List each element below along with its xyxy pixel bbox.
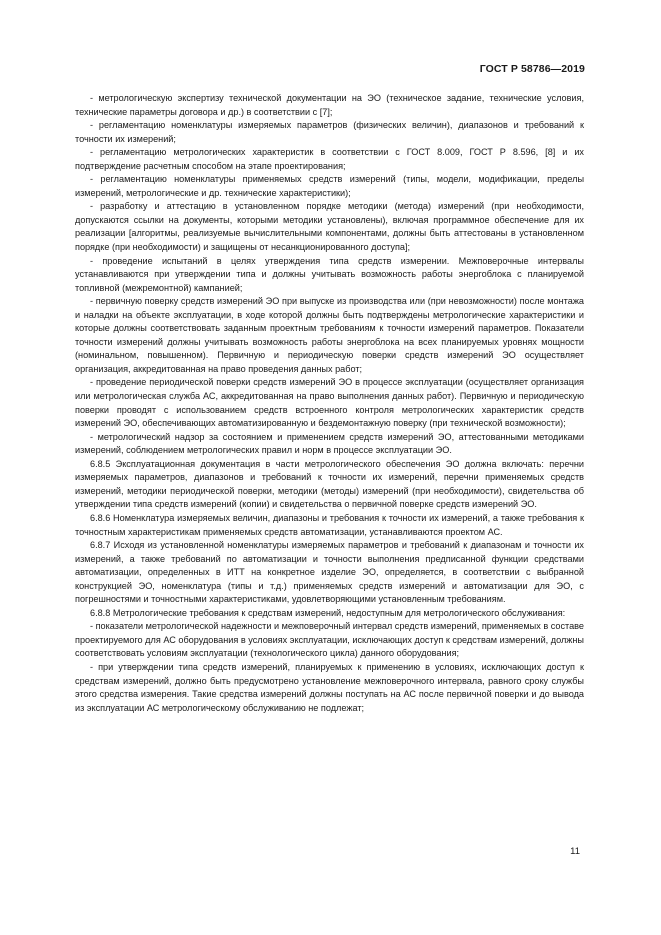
paragraph: - регламентацию номенклатуры применяемых средств измерений (типы, модели, модификации, пределы измерений, метрологические и др. технические характеристики); <box>75 174 584 198</box>
page-number: 11 <box>570 846 580 857</box>
paragraph: - метрологическую экспертизу технической документации на ЭО (техническое задание, технические условия, технические параметры договора и др.) в соответствии с [7]; <box>75 93 584 117</box>
paragraph: - проведение периодической поверки средств измерений ЭО в процессе эксплуатации (осуществляет организация или метрологическая служба АС, аккредитованная на право выполнения данных работ). Первичную и периодическую поверки проводят с использованием средств встроенного контроля метрологических характеристик средств измерений ЭО, обеспечивающих автоматизированную и бездемонтажную поверку (при технической возможности); <box>75 377 584 429</box>
section-6-8-5: 6.8.5 Эксплуатационная документация в части метрологического обеспечения ЭО должна включать: перечни измеряемых параметров, диапазонов и требований к точности их измерений, перечни применяемых средств измерений, методики периодической поверки, методики (методы) измерений (при необходимости), свидетельства об утверждении типа средств измерений (копии) и свидетельства о первичной поверке средств измерений ЭО. <box>75 458 584 510</box>
document-body <box>75 92 584 715</box>
paragraph: - регламентацию метрологических характеристик в соответствии с ГОСТ 8.009, ГОСТ Р 8.596, [8] и их подтверждение расчетным способом на этапе проектирования; <box>75 147 584 171</box>
paragraph: - проведение испытаний в целях утверждения типа средств измерении. Межповерочные интервалы устанавливаются при утверждении типа и должны учитывать возможность работы энергоблока с планируемой топливной (межремонтной) кампанией; <box>75 255 584 293</box>
section-6-8-6: 6.8.6 Номенклатура измеряемых величин, диапазоны и требования к точности их измерений, а также требования к точностным характеристикам применяемых средств автоматизации, устанавливаются проектом АС. <box>75 512 584 537</box>
document-number-header: ГОСТ Р 58786—2019 <box>479 63 585 75</box>
section-6-8-8: 6.8.8 Метрологические требования к средствам измерений, недоступным для метрологического обслуживания: <box>90 607 566 618</box>
paragraph: - метрологический надзор за состоянием и применением средств измерений ЭО, аттестованными методиками измерений, соблюдением метрологических правил и норм в процессе эксплуатации ЭО. <box>75 431 584 456</box>
paragraph: - регламентацию номенклатуры измеряемых параметров (физических величин), диапазонов и требований к точности их измерений; <box>75 120 584 144</box>
paragraph: - первичную поверку средств измерений ЭО при выпуске из производства или (при невозможности) после монтажа и наладки на объекте эксплуатации, в ходе которой должны быть подтверждены метрологические характеристики и которые должны соответствовать заданным проектным требованиям к точности измерений параметров. Показатели точности измерений должны учитывать возможность работы энергоблока на всех планируемых уровнях мощности (номинальном, повышенном). Первичную и периодическую поверки средств измерений ЭО осуществляет организация, аккредитованная на право проведения данных работ; <box>75 296 584 374</box>
section-6-8-7: 6.8.7 Исходя из установленной номенклатуры измеряемых параметров и требований к диапазонам и точности их измерений, а также требований по автоматизации и точности выполнения предписанной функции средствами автоматизации, определенных в ИТТ на конкретное изделие ЭО, определяется, в соответствии с выбранной конструкцией ЭО, номенклатура (типы и т.д.) применяемых средств измерений и автоматизации для ЭО, с погрешностями и точностными характеристиками, удовлетворяющими установленным требованиям. <box>75 540 584 605</box>
paragraph: - при утверждении типа средств измерений, планируемых к применению в условиях, исключающих доступ к средствам измерений, должно быть предусмотрено установление межповерочного интервала, равного сроку службы этого средства измерения. Такие средства измерений должны поступать на АС после первичной поверки и до вывода из эксплуатации АС метрологическому обслуживанию не подлежат; <box>75 661 584 713</box>
paragraph: - разработку и аттестацию в установленном порядке методики (метода) измерений (при необходимости, допускаются ссылки на документы, которыми методики установлены), включая программное обеспечение для их реализации [алгоритмы, реализуемые вычислительными компонентами, должны быть аттестованы в установленном порядке (при необходимости) и защищены от несанкционированного доступа]; <box>75 201 584 253</box>
paragraph: - показатели метрологической надежности и межповерочный интервал средств измерений, применяемых в составе проектируемого для АС оборудования в условиях эксплуатации, исключающих доступ к средствам измерений, должны соответствовать условиям эксплуатации (технологического цикла) данного оборудования; <box>75 621 584 659</box>
